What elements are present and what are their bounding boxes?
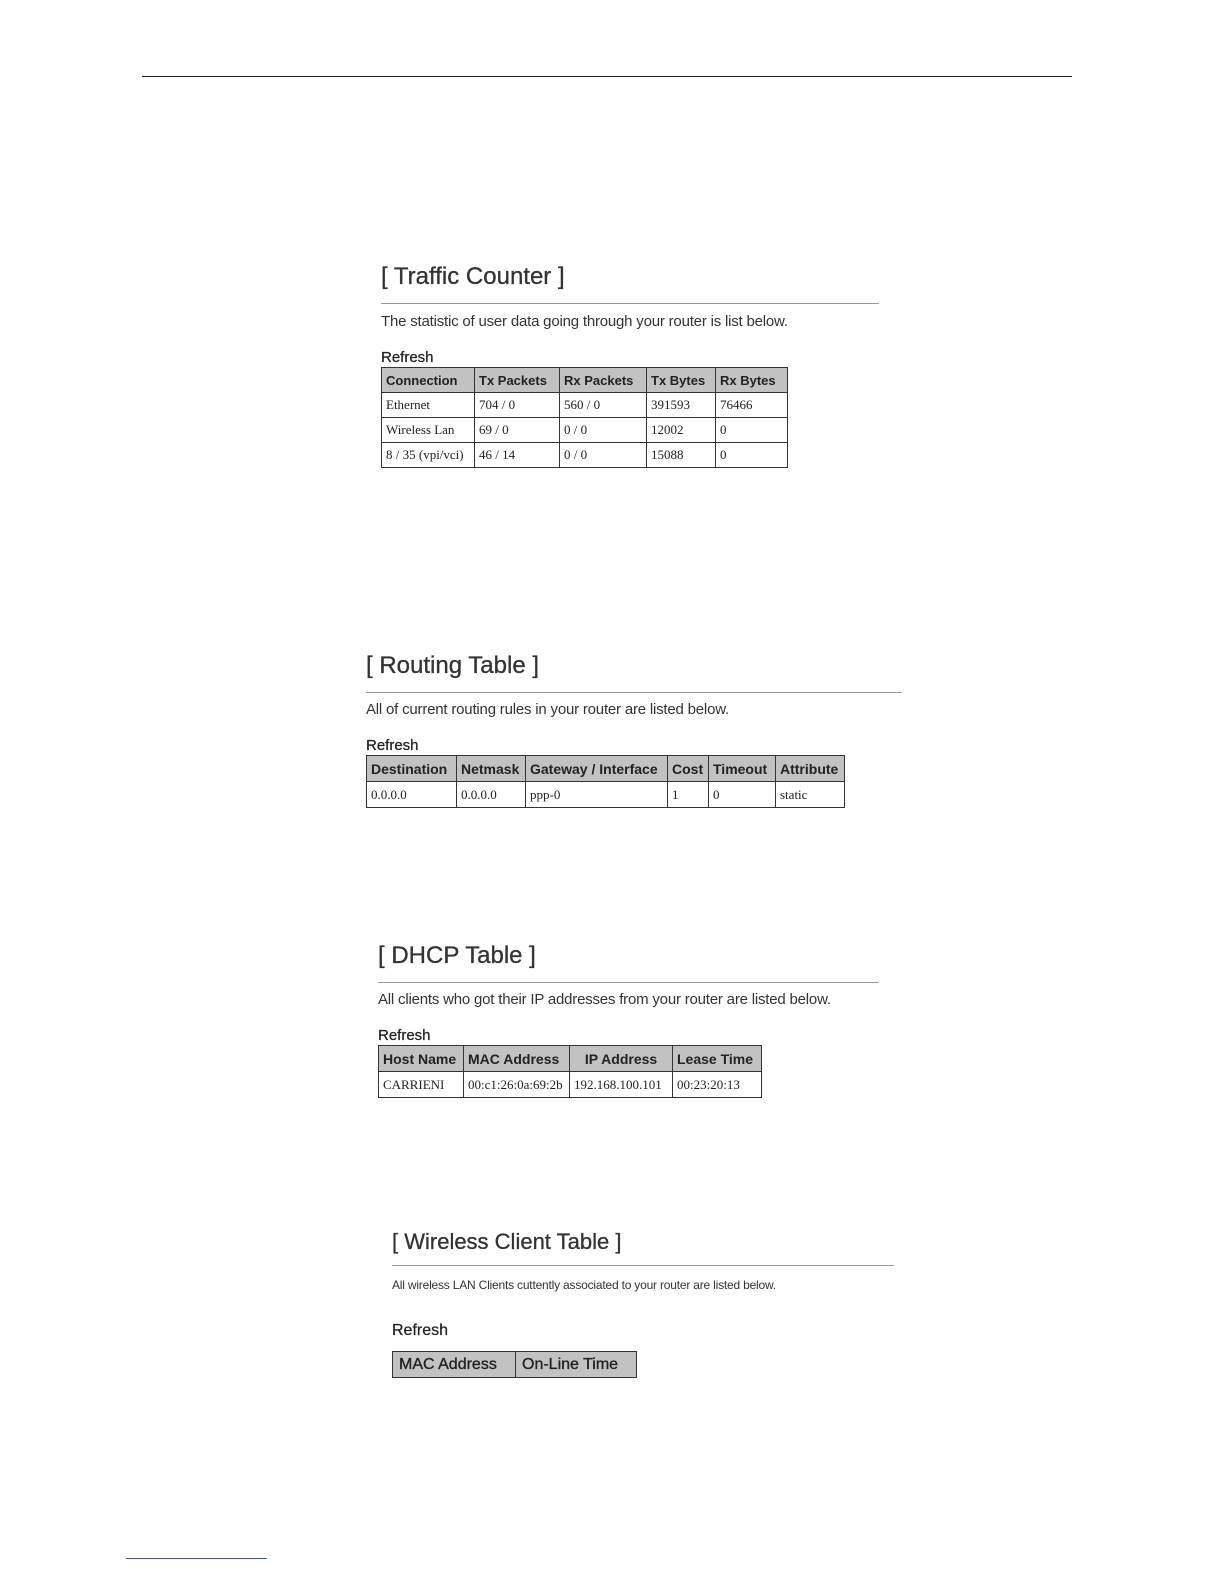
dhcp-table-section <box>378 941 879 1098</box>
column-header-tx-bytes: Tx Bytes <box>647 368 716 393</box>
cell-gateway-interface: ppp-0 <box>526 782 668 808</box>
cell-connection: Wireless Lan <box>382 418 475 443</box>
cell-tx-packets: 69 / 0 <box>475 418 560 443</box>
wireless-client-table-divider <box>392 1265 894 1266</box>
dhcp-table <box>378 1045 762 1098</box>
cell-destination: 0.0.0.0 <box>367 782 457 808</box>
wireless-client-table <box>392 1351 637 1378</box>
wireless-client-table-title: [ Wireless Client Table ] <box>392 1229 622 1254</box>
cell-connection: Ethernet <box>382 393 475 418</box>
traffic-counter-divider <box>381 303 879 304</box>
column-header-netmask: Netmask <box>457 756 526 782</box>
cell-rx-packets: 560 / 0 <box>560 393 647 418</box>
column-header-tx-packets: Tx Packets <box>475 368 560 393</box>
traffic-counter-description: The statistic of user data going through your router is list below. <box>381 313 788 330</box>
cell-rx-bytes: 0 <box>716 443 788 468</box>
cell-ip-address: 192.168.100.101 <box>570 1072 673 1098</box>
cell-rx-bytes: 76466 <box>716 393 788 418</box>
cell-rx-packets: 0 / 0 <box>560 418 647 443</box>
column-header-mac-address: MAC Address <box>393 1352 516 1378</box>
traffic-counter-title: [ Traffic Counter ] <box>381 263 565 290</box>
cell-rx-bytes: 0 <box>716 418 788 443</box>
cell-tx-bytes: 15088 <box>647 443 716 468</box>
cell-tx-bytes: 12002 <box>647 418 716 443</box>
routing-table-title: [ Routing Table ] <box>366 652 540 679</box>
table-row <box>382 443 788 468</box>
column-header-host-name: Host Name <box>379 1046 464 1072</box>
dhcp-table-divider <box>378 982 879 983</box>
cell-connection: 8 / 35 (vpi/vci) <box>382 443 475 468</box>
page-header-rule <box>142 76 1072 77</box>
cell-tx-packets: 704 / 0 <box>475 393 560 418</box>
cell-mac-address: 00:c1:26:0a:69:2b <box>464 1072 570 1098</box>
column-header-ip-address: IP Address <box>570 1046 673 1072</box>
cell-rx-packets: 0 / 0 <box>560 443 647 468</box>
dhcp-table-title: [ DHCP Table ] <box>378 942 536 969</box>
wireless-refresh-link[interactable]: Refresh <box>392 1322 449 1339</box>
wireless-client-table-section <box>392 1228 894 1378</box>
table-row <box>382 418 788 443</box>
table-header-row <box>367 756 845 782</box>
traffic-counter-section <box>381 262 879 468</box>
column-header-destination: Destination <box>367 756 457 782</box>
cell-lease-time: 00:23:20:13 <box>673 1072 762 1098</box>
column-header-on-line-time: On-Line Time <box>516 1352 637 1378</box>
routing-table-divider <box>366 692 902 693</box>
table-header-row <box>379 1046 762 1072</box>
cell-cost: 1 <box>668 782 709 808</box>
table-header-row <box>382 368 788 393</box>
dhcp-refresh-link[interactable]: Refresh <box>378 1027 431 1044</box>
cell-tx-bytes: 391593 <box>647 393 716 418</box>
traffic-counter-table <box>381 367 788 468</box>
cell-host-name: CARRIENI <box>379 1072 464 1098</box>
column-header-lease-time: Lease Time <box>673 1046 762 1072</box>
column-header-cost: Cost <box>668 756 709 782</box>
column-header-attribute: Attribute <box>776 756 845 782</box>
routing-table-description: All of current routing rules in your router are listed below. <box>366 701 729 718</box>
page-footer-link-rule <box>126 1558 267 1559</box>
routing-table <box>366 755 845 808</box>
column-header-rx-bytes: Rx Bytes <box>716 368 788 393</box>
cell-tx-packets: 46 / 14 <box>475 443 560 468</box>
column-header-rx-packets: Rx Packets <box>560 368 647 393</box>
table-row <box>379 1072 762 1098</box>
column-header-gateway-interface: Gateway / Interface <box>526 756 668 782</box>
column-header-mac-address: MAC Address <box>464 1046 570 1072</box>
column-header-connection: Connection <box>382 368 475 393</box>
cell-timeout: 0 <box>709 782 776 808</box>
cell-attribute: static <box>776 782 845 808</box>
column-header-timeout: Timeout <box>709 756 776 782</box>
traffic-refresh-link[interactable]: Refresh <box>381 349 434 366</box>
wireless-client-table-description: All wireless LAN Clients cuttently associated to your router are listed below. <box>392 1278 776 1292</box>
table-row <box>382 393 788 418</box>
routing-table-section <box>366 651 902 808</box>
cell-netmask: 0.0.0.0 <box>457 782 526 808</box>
table-row <box>367 782 845 808</box>
dhcp-table-description: All clients who got their IP addresses from your router are listed below. <box>378 991 831 1008</box>
routing-refresh-link[interactable]: Refresh <box>366 737 419 754</box>
table-header-row <box>393 1352 637 1378</box>
